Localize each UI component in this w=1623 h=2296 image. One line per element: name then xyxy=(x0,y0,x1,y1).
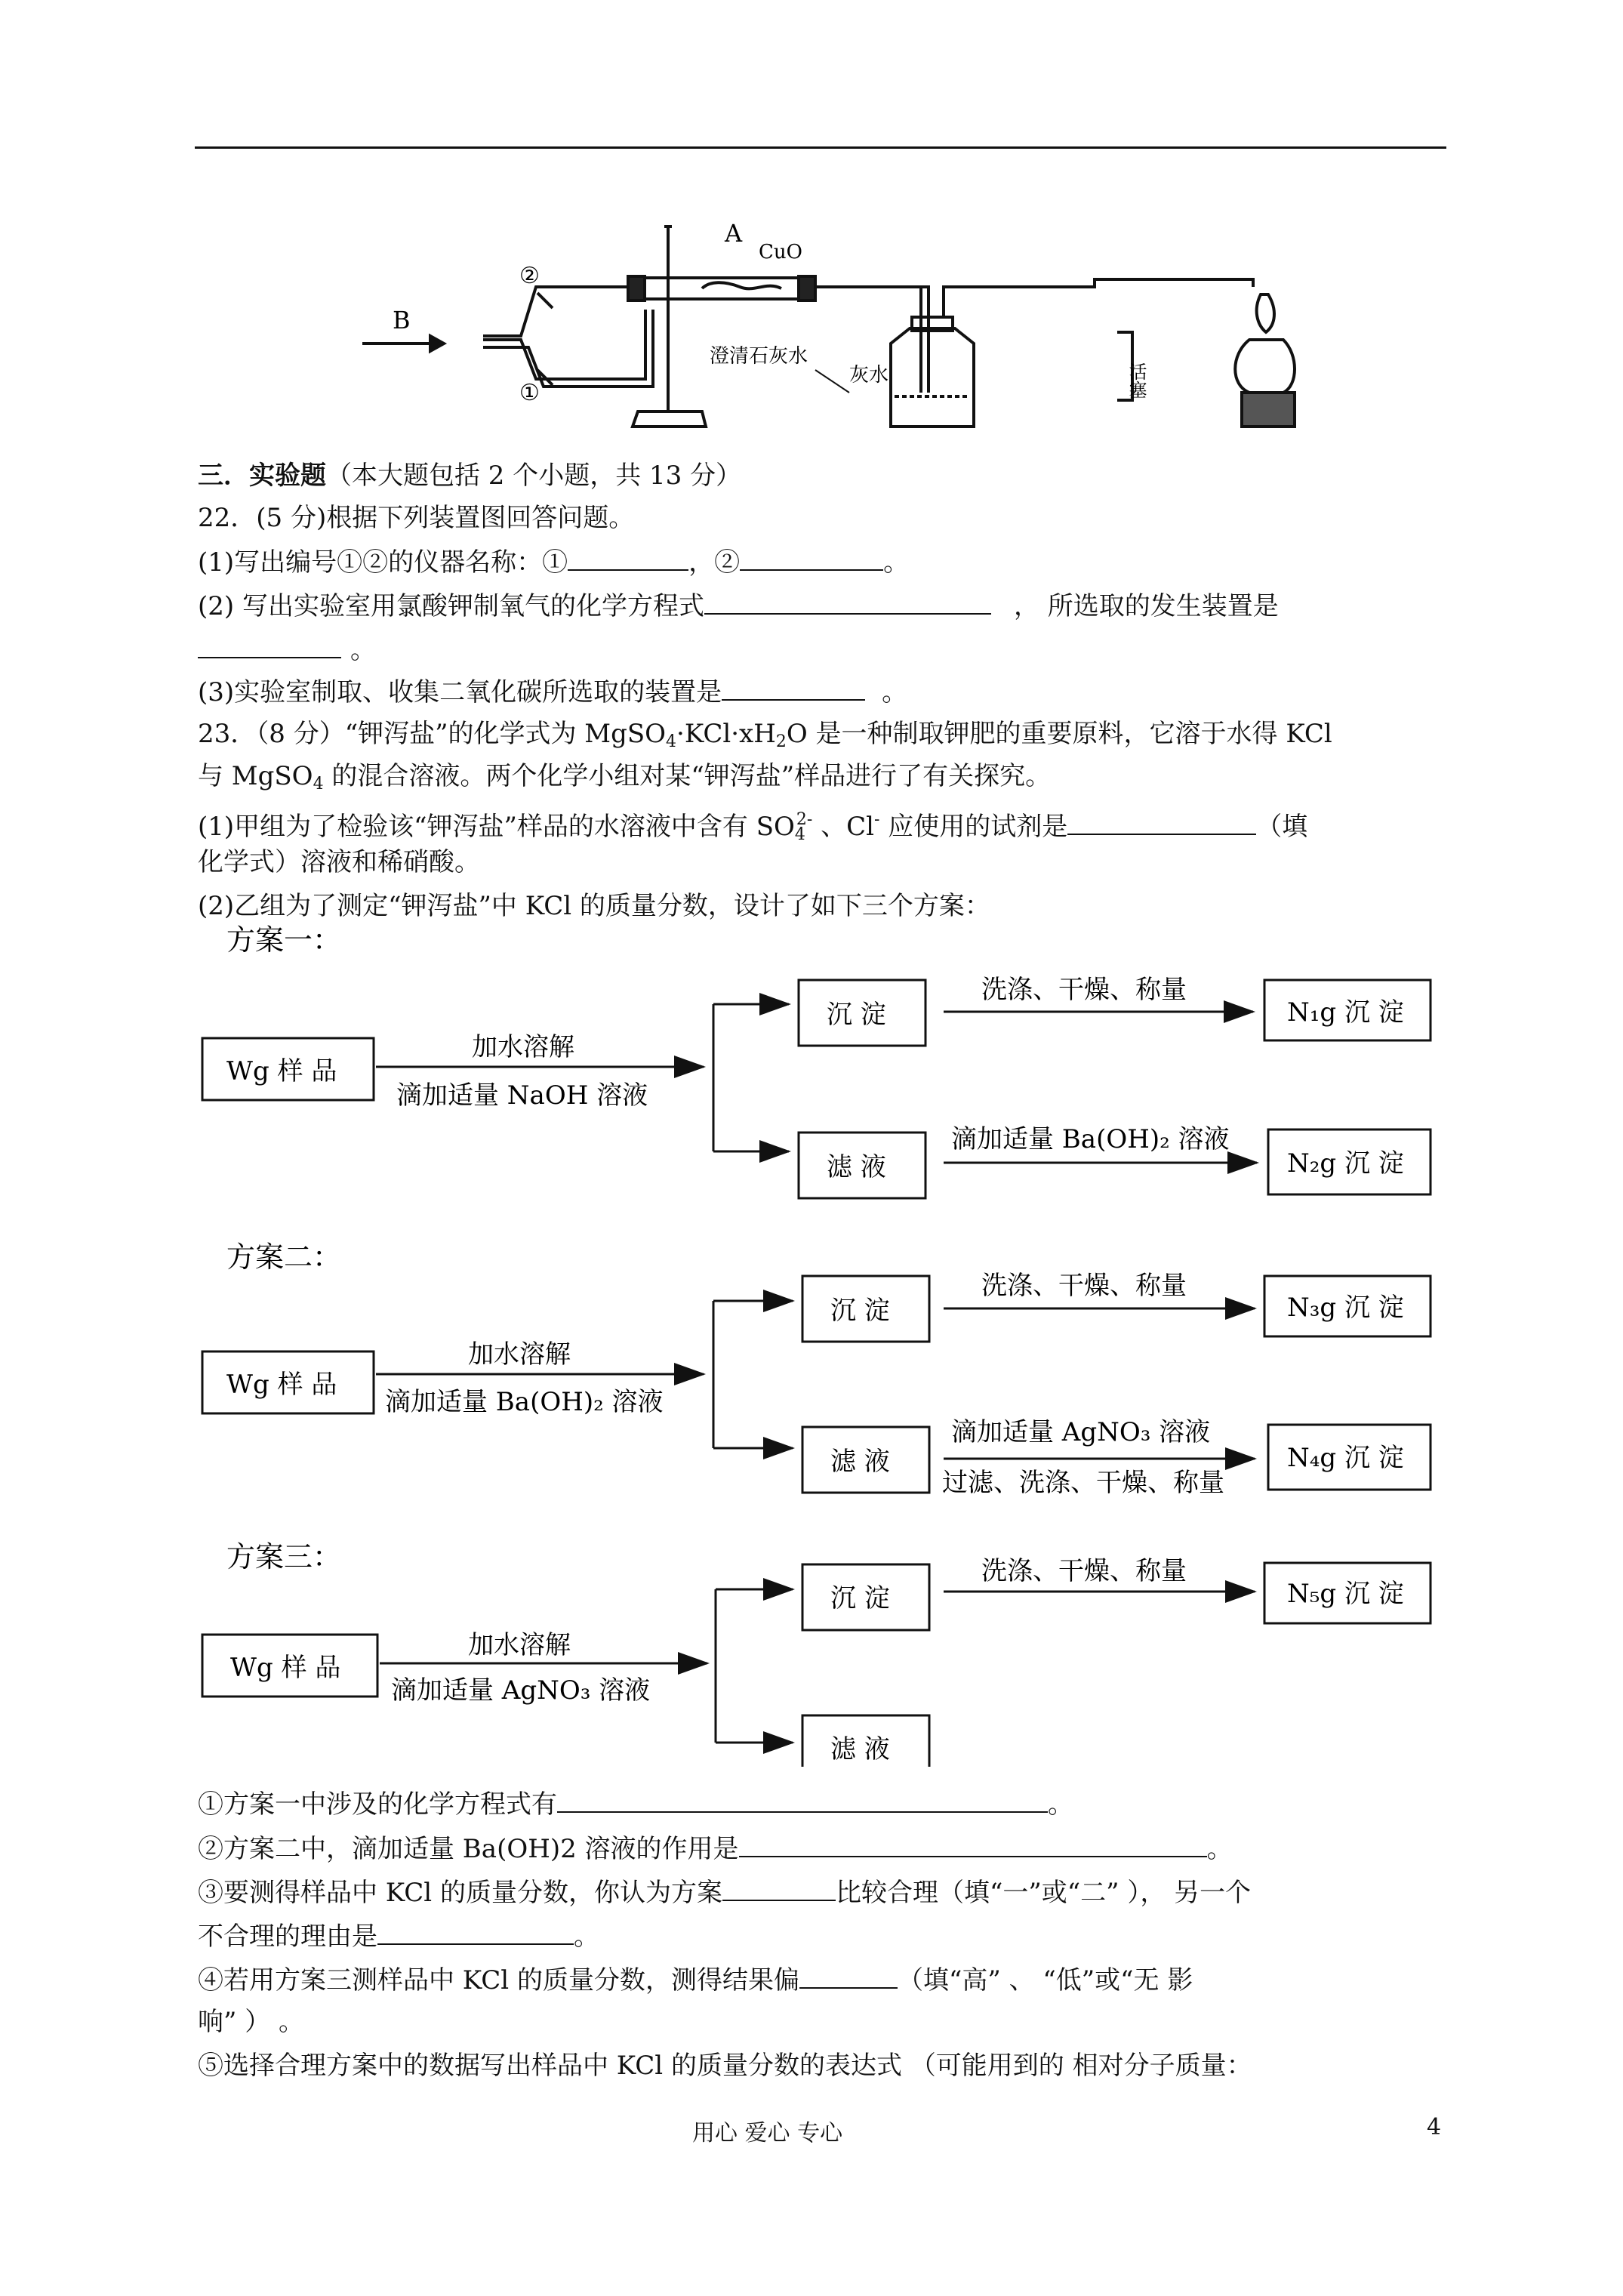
label-stopper: 活塞 xyxy=(1126,362,1147,399)
label-limewater: 澄清石灰水 xyxy=(710,345,808,368)
subq-text: （填“高” 、 “低”或“无 影 xyxy=(898,1965,1193,1996)
q23-subscript: 2 xyxy=(775,732,787,751)
q22-p3-text: (3)实验室制取、收集二氧化碳所选取的装置是 xyxy=(198,677,722,707)
arrow-label-top: 加水溶解 xyxy=(468,1630,571,1660)
result-label: N₂g 沉 淀 xyxy=(1287,1148,1404,1179)
label-a: A xyxy=(725,219,743,248)
label-b: B xyxy=(393,306,411,334)
q23-text: ·KCl·xH xyxy=(676,719,776,749)
lower-arrow-label-bottom: 过滤、洗涤、干燥、称量 xyxy=(942,1468,1224,1498)
precipitate-label: 沉 淀 xyxy=(827,1000,886,1030)
filtrate-label: 滤 液 xyxy=(830,1734,890,1764)
answer-blank[interactable] xyxy=(377,1918,574,1945)
scheme-title: 方案三： xyxy=(226,1540,342,1573)
filtrate-label: 滤 液 xyxy=(830,1447,890,1477)
result-label: N₅g 沉 淀 xyxy=(1287,1579,1404,1609)
precipitate-label: 沉 淀 xyxy=(830,1296,890,1326)
q22-p3-end: 。 xyxy=(882,677,908,707)
q23-subscript: 4 xyxy=(794,825,805,844)
result-label: N₄g 沉 淀 xyxy=(1287,1443,1404,1473)
subq-1 xyxy=(198,1786,1073,1821)
q23-text: 与 MgSO xyxy=(198,761,313,791)
sample-label: Wg 样 品 xyxy=(226,1370,337,1400)
section-3-title: 三．实验题 xyxy=(198,461,326,491)
label-one: ① xyxy=(519,380,540,406)
sample-label: Wg 样 品 xyxy=(230,1653,341,1683)
q23-text: 的混合溶液。两个化学小组对某“钾泻盐”样品进行了有关探究。 xyxy=(323,761,1052,791)
upper-arrow-label: 洗涤、干燥、称量 xyxy=(981,975,1187,1005)
arrow-label-top: 加水溶解 xyxy=(468,1339,571,1370)
upper-arrow-label: 洗涤、干燥、称量 xyxy=(981,1271,1187,1301)
label-limewater-short: 灰水 xyxy=(849,364,889,387)
scheme-2 xyxy=(202,1240,1431,1498)
q22-p1-mid: ，② xyxy=(688,547,741,578)
subq-text: ①方案一中涉及的化学方程式有 xyxy=(198,1789,557,1820)
q22-p1-end: 。 xyxy=(883,547,910,578)
precipitate-label: 沉 淀 xyxy=(830,1583,890,1613)
arrow-label-bottom: 滴加适量 NaOH 溶液 xyxy=(396,1080,648,1111)
lower-arrow-label: 滴加适量 AgNO₃ 溶液 xyxy=(951,1417,1211,1447)
arrow-label-bottom: 滴加适量 Ba(OH)₂ 溶液 xyxy=(385,1387,664,1417)
subq-2 xyxy=(198,1830,1233,1866)
subq-text: 不合理的理由是 xyxy=(198,1922,377,1952)
q23-text: （填 xyxy=(1256,812,1308,842)
label-cuo: CuO xyxy=(759,241,802,264)
q23-text: 应使用的试剂是 xyxy=(879,812,1068,842)
q22-stem: 22．(5 分)根据下列装置图回答问题。 xyxy=(198,503,635,533)
q23-text: O 是一种制取钾肥的重要原料，它溶于水得 KCl xyxy=(786,719,1332,749)
subq-3 xyxy=(198,1874,1251,1909)
footer-motto: 用心 爱心 专心 xyxy=(692,2120,843,2147)
subq-text: 。 xyxy=(1206,1834,1233,1864)
q22-p1-text: (1)写出编号①②的仪器名称：① xyxy=(198,547,568,578)
scheme-3 xyxy=(202,1540,1431,1767)
scheme-title: 方案一： xyxy=(226,923,342,957)
arrow-label-top: 加水溶解 xyxy=(472,1032,574,1062)
q22-p2-end: 。 xyxy=(350,635,376,665)
subq-3-cont xyxy=(198,1918,599,1953)
subq-text: ③要测得样品中 KCl 的质量分数，你认为方案 xyxy=(198,1878,722,1908)
subq-4 xyxy=(198,1962,1193,1997)
section-3-note: （本大题包括 2 个小题，共 13 分） xyxy=(326,461,742,491)
q23-superscript: 2- xyxy=(796,810,813,829)
arrow-label-bottom: 滴加适量 AgNO₃ 溶液 xyxy=(391,1675,651,1706)
subq-text: 。 xyxy=(574,1922,599,1952)
label-two: ② xyxy=(519,263,540,289)
q23-text: 、Cl xyxy=(812,812,875,842)
answer-blank[interactable] xyxy=(739,1830,1207,1857)
result-label: N₁g 沉 淀 xyxy=(1287,997,1404,1028)
answer-blank[interactable] xyxy=(557,1786,1048,1813)
page-number: 4 xyxy=(1427,2114,1442,2140)
q23-text: (1)甲组为了检验该“钾泻盐”样品的水溶液中含有 SO xyxy=(198,812,795,842)
scheme-title: 方案二： xyxy=(226,1240,342,1274)
q23-line-4: 化学式）溶液和稀硝酸。 xyxy=(198,847,480,877)
q23-superscript: - xyxy=(874,810,880,829)
q23-subscript: 4 xyxy=(313,775,324,794)
subq-5: ⑤选择合理方案中的数据写出样品中 KCl 的质量分数的表达式 （可能用到的 相对分子质量： xyxy=(198,2051,1252,2081)
q23-line-5: (2)乙组为了测定“钾泻盐”中 KCl 的质量分数，设计了如下三个方案： xyxy=(198,891,990,921)
subq-text: ②方案二中，滴加适量 Ba(OH)2 溶液的作用是 xyxy=(198,1834,739,1864)
answer-blank[interactable] xyxy=(799,1962,898,1989)
scheme-1 xyxy=(202,923,1431,1198)
subq-text: ④若用方案三测样品中 KCl 的质量分数，测得结果偏 xyxy=(198,1965,799,1996)
sample-label: Wg 样 品 xyxy=(226,1056,337,1086)
q22-p2-mid: ， 所选取的发生装置是 xyxy=(1013,591,1279,621)
q22-p2-text: (2) 写出实验室用氯酸钾制氧气的化学方程式 xyxy=(198,591,704,621)
subq-text: 比较合理（填“一”或“二” ）， 另一个 xyxy=(836,1878,1252,1908)
upper-arrow-label: 洗涤、干燥、称量 xyxy=(981,1556,1187,1586)
q23-text: 23．（8 分）“钾泻盐”的化学式为 MgSO xyxy=(198,719,667,749)
answer-blank[interactable] xyxy=(722,1874,836,1901)
lower-arrow-label: 滴加适量 Ba(OH)₂ 溶液 xyxy=(951,1124,1230,1154)
subq-text: 。 xyxy=(1048,1789,1073,1820)
result-label: N₃g 沉 淀 xyxy=(1287,1293,1404,1323)
filtrate-label: 滤 液 xyxy=(827,1152,886,1182)
subq-4-cont: 响” ） 。 xyxy=(198,2007,304,2037)
q23-subscript: 4 xyxy=(666,732,677,751)
